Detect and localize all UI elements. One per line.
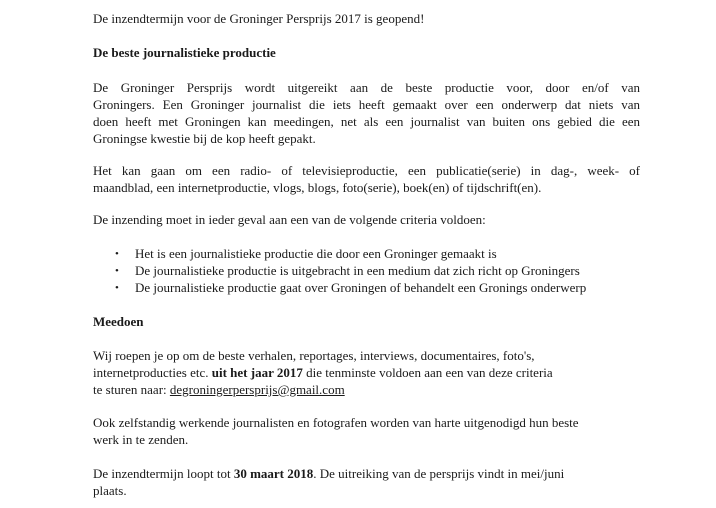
text-segment: die tenminste voldoen aan een van deze criteria [302,365,553,380]
email-link[interactable]: degroningerpersprijs@gmail.com [169,382,345,397]
list-item: Het is een journalistieke productie die door een Groninger gemaakt is [135,246,497,261]
paragraph-line: De Groninger Persprijs wordt uitgereikt aan de beste productie voor, door en/of van [93,80,640,95]
paragraph-line: Groningse kwestie bij de kop heeft gepakt. [93,131,316,146]
paragraph-line: doen heeft met Groningen kan meedingen, net als een journalist van buiten ons gebied die een [93,114,640,129]
paragraph-line: Wij roepen je op om de beste verhalen, reportages, interviews, documentaires, foto's, [93,348,535,363]
bullet-icon: • [115,265,119,277]
bullet-icon: • [115,248,119,260]
text-segment: . De uitreiking van de persprijs vindt in mei/juni [313,466,565,481]
paragraph-line [93,364,553,381]
paragraph-line [93,465,564,482]
paragraph-line: maandblad, een internetproductie, vlogs, blogs, foto(serie), boek(en) of tijdschrift(en). [93,180,542,195]
paragraph-line: De inzending moet in ieder geval aan een van de volgende criteria voldoen: [93,212,486,227]
paragraph-line: werk in te zenden. [93,432,189,447]
heading-meedoen: Meedoen [93,314,144,329]
paragraph-line: plaats. [93,483,127,498]
heading-beste-productie: De beste journalistieke productie [93,45,276,60]
bold-text: uit het jaar 2017 [211,365,303,380]
list-item: De journalistieke productie is uitgebracht in een medium dat zich richt op Groningers [135,263,580,278]
paragraph-line: Het kan gaan om een radio- of televisieproductie, een publicatie(serie) in dag-, week- of [93,163,640,178]
text-segment: te sturen naar: [93,382,170,397]
intro-text: De inzendtermijn voor de Groninger Persprijs 2017 is geopend! [93,11,425,26]
text-segment: De inzendtermijn loopt tot [93,466,234,481]
paragraph-line: Ook zelfstandig werkende journalisten en fotografen worden van harte uitgenodigd hun beste [93,415,579,430]
bold-text: 30 maart 2018 [233,466,314,481]
paragraph-line [93,381,345,398]
bullet-icon: • [115,282,119,294]
list-item: De journalistieke productie gaat over Groningen of behandelt een Gronings onderwerp [135,280,587,295]
paragraph-line: Groningers. Een Groninger journalist die iets heeft gemaakt over een onderwerp dat niets van [93,97,640,112]
text-segment: internetproducties etc. [93,365,212,380]
